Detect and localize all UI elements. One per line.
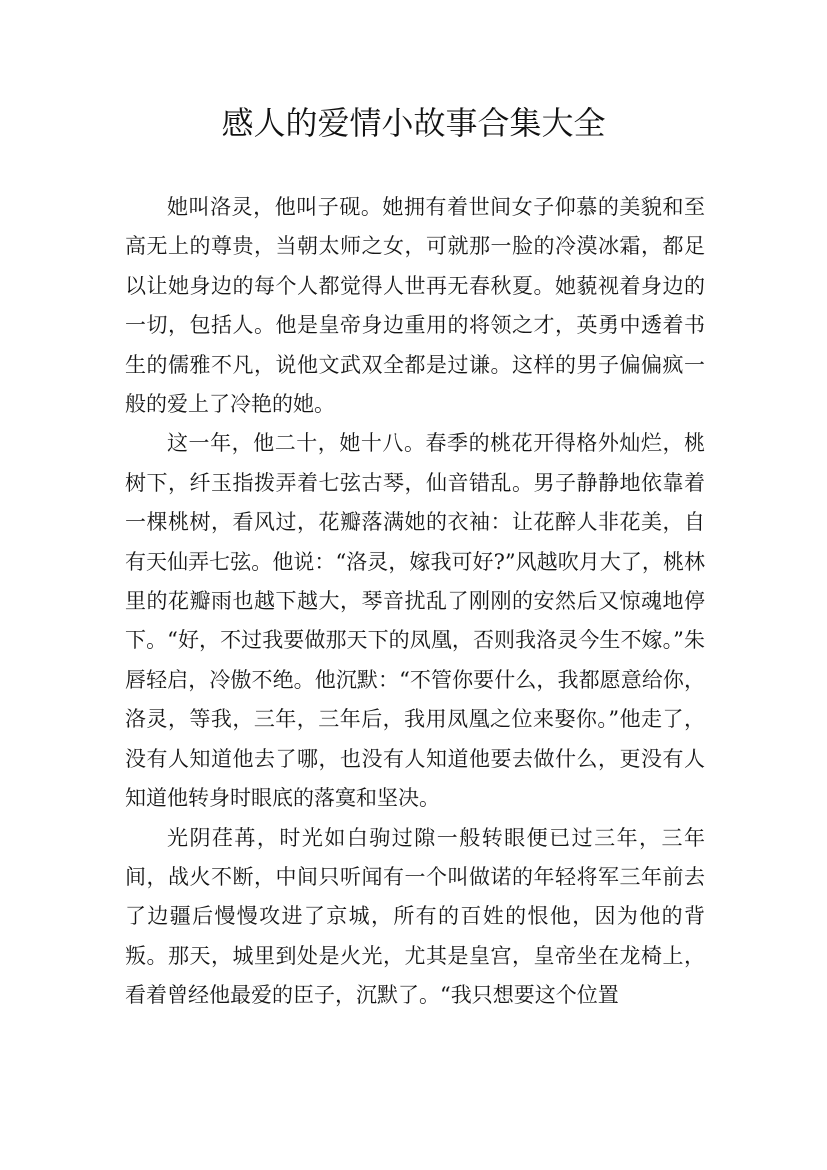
paragraph-1: 她叫洛灵，他叫子砚。她拥有着世间女子仰慕的美貌和至高无上的尊贵，当朝太师之女，可就那一脸的冷漠冰霜，都足以让她身边的每个人都觉得人世再无春秋夏。她藐视着身边的一切，包括人。他是皇帝身边重用的将领之才，英勇中透着书生的儒雅不凡，说他文武双全都是过谦。这样的男子偏偏疯一般的爱上了冷艳的她。 bbox=[125, 195, 705, 417]
paragraph-3: 光阴荏苒，时光如白驹过隙一般转眼便已过三年，三年间，战火不断，中间只听闻有一个叫做诺的年轻将军三年前去了边疆后慢慢攻进了京城，所有的百姓的恨他，因为他的背叛。那天，城里到处是火光，尤其是皇宫，皇帝坐在龙椅上，看着曾经他最爱的臣子，沉默了。“我只想要这个位置 bbox=[125, 825, 705, 1008]
document-body bbox=[125, 188, 705, 1016]
document-title: 感人的爱情小故事合集大全 bbox=[221, 104, 606, 142]
paragraph-2: 这一年，他二十，她十八。春季的桃花开得格外灿烂，桃树下，纤玉指拨弄着七弦古琴，仙音错乱。男子静静地依靠着一棵桃树，看风过，花瓣落满她的衣袖：让花醉人非花美，自有天仙弄七弦。他说：“洛灵，嫁我可好?”风越吹月大了，桃林里的花瓣雨也越下越大，琴音扰乱了刚刚的安然后又惊魂地停下。“好，不过我要做那天下的凤凰，否则我洛灵今生不嫁。”朱唇轻启，冷傲不绝。他沉默：“不管你要什么，我都愿意给你，洛灵，等我，三年，三年后，我用凤凰之位来娶你。”他走了，没有人知道他去了哪，也没有人知道他要去做什么，更没有人知道他转身时眼底的落寞和坚决。 bbox=[125, 431, 705, 811]
